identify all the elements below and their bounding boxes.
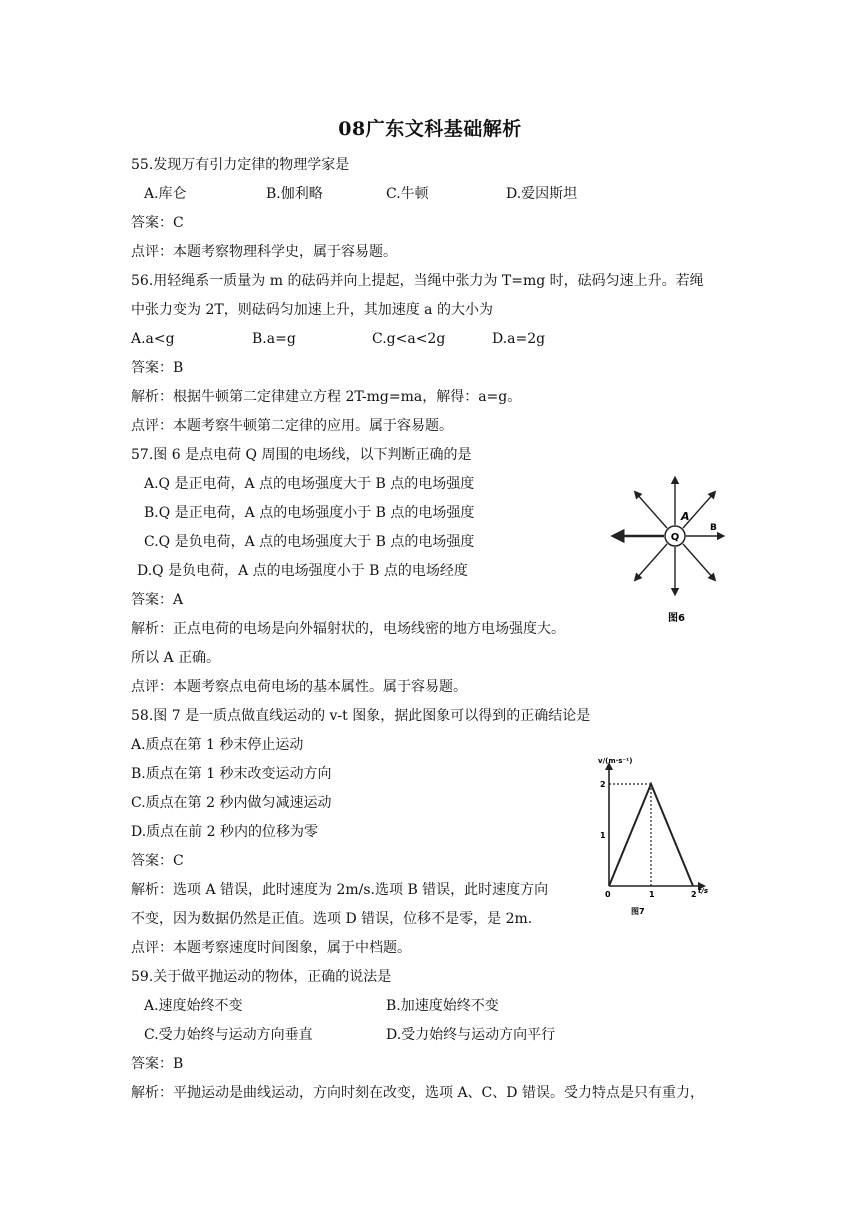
field-line-sw (636, 544, 667, 579)
figure-6-electric-field (610, 475, 730, 625)
point-a-label: A (681, 510, 690, 523)
q55-option-c: C.牛顿 (386, 186, 429, 202)
q56-stem-line2: 中张力变为 2T，则砝码匀加速上升，其加速度 a 的大小为 (131, 302, 493, 318)
q56-option-b: B.a=g (252, 331, 296, 347)
q57-option-c: C.Q 是负电荷，A 点的电场强度大于 B 点的电场强度 (144, 534, 475, 550)
page-title: 08广东文科基础解析 (338, 118, 522, 140)
q59-answer: 答案：B (131, 1056, 184, 1072)
y-tick-label-2: 2 (600, 780, 606, 789)
q58-option-c: C.质点在第 2 秒内做匀减速运动 (131, 795, 332, 811)
q55-stem: 55.发现万有引力定律的物理学家是 (131, 157, 350, 173)
origin-label: 0 (605, 890, 611, 899)
q55-option-d: D.爱因斯坦 (506, 186, 578, 202)
q58-comment: 点评：本题考察速度时间图象，属于中档题。 (131, 940, 411, 956)
q58-answer: 答案：C (131, 853, 184, 869)
y-tick-label-1: 1 (600, 831, 606, 840)
figure-7-caption: 图7 (631, 907, 645, 916)
x-tick-label-2: 2 (691, 890, 697, 899)
q59-analysis: 解析：平抛运动是曲线运动，方向时刻在改变，选项 A、C、D 错误。受力特点是只有重力， (131, 1085, 704, 1101)
x-tick-label-1: 1 (649, 890, 655, 899)
charge-label: Q (670, 532, 680, 543)
q56-answer: 答案：B (131, 360, 184, 376)
velocity-line (609, 784, 693, 886)
q56-comment: 点评：本题考察牛顿第二定律的应用。属于容易题。 (131, 418, 453, 434)
y-axis-label: v/(m·s⁻¹) (598, 757, 633, 765)
q57-comment: 点评：本题考察点电荷电场的基本属性。属于容易题。 (131, 679, 467, 695)
q57-stem: 57.图 6 是点电荷 Q 周围的电场线，以下判断正确的是 (131, 447, 472, 463)
q59-option-a: A.速度始终不变 (144, 998, 243, 1014)
q59-option-b: B.加速度始终不变 (386, 998, 499, 1014)
q57-option-a: A.Q 是正电荷，A 点的电场强度大于 B 点的电场强度 (144, 476, 475, 492)
q58-option-b: B.质点在第 1 秒末改变运动方向 (131, 766, 332, 782)
q57-analysis-line2: 所以 A 正确。 (131, 650, 221, 666)
q57-option-d: D.Q 是负电荷，A 点的电场强度小于 B 点的电场经度 (137, 563, 468, 579)
x-axis-label: t/s (698, 887, 709, 895)
field-line-se (683, 544, 714, 579)
figure-7-vt-chart (590, 752, 720, 922)
q59-option-c: C.受力始终与运动方向垂直 (144, 1027, 313, 1043)
q58-option-a: A.质点在第 1 秒末停止运动 (131, 737, 304, 753)
point-b-label: B (710, 523, 717, 533)
q56-analysis: 解析：根据牛顿第二定律建立方程 2T-mg=ma，解得：a=g。 (131, 389, 522, 405)
q55-answer: 答案：C (131, 215, 184, 231)
q55-option-a: A.库仑 (144, 186, 187, 202)
field-line-nw (636, 493, 667, 528)
q55-option-b: B.伽利略 (266, 186, 323, 202)
q56-stem-line1: 56.用轻绳系一质量为 m 的砝码并向上提起，当绳中张力为 T=mg 时，砝码匀速上升。若绳 (131, 273, 704, 289)
q57-analysis-line1: 解析：正点电荷的电场是向外辐射状的，电场线密的地方电场强度大。 (131, 621, 565, 637)
q58-option-d: D.质点在前 2 秒内的位移为零 (131, 824, 318, 840)
q59-stem: 59.关于做平抛运动的物体，正确的说法是 (131, 969, 392, 985)
q59-option-d: D.受力始终与运动方向平行 (386, 1027, 556, 1043)
q57-answer: 答案：A (131, 592, 184, 608)
q55-comment: 点评：本题考察物理科学史，属于容易题。 (131, 244, 397, 260)
q56-option-c: C.g<a<2g (372, 331, 446, 347)
q58-analysis-line2: 不变，因为数据仍然是正值。选项 D 错误，位移不是零，是 2m. (131, 911, 533, 927)
q56-option-a: A.a<g (131, 331, 175, 347)
figure-6-caption: 图6 (668, 613, 685, 624)
q57-option-b: B.Q 是正电荷，A 点的电场强度小于 B 点的电场强度 (144, 505, 475, 521)
q58-analysis-line1: 解析：选项 A 错误，此时速度为 2m/s.选项 B 错误，此时速度方向 (131, 882, 549, 898)
q56-option-d: D.a=2g (492, 331, 546, 347)
q58-stem: 58.图 7 是一质点做直线运动的 v-t 图象，据此图象可以得到的正确结论是 (131, 708, 591, 724)
